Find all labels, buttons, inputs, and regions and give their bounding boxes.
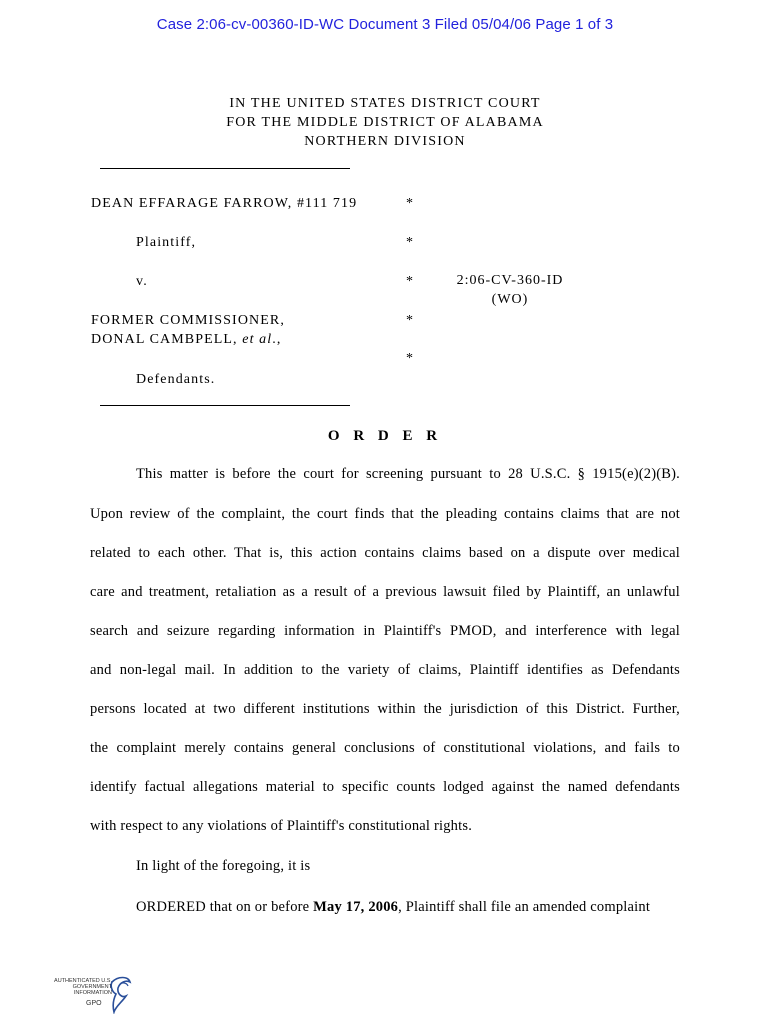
logo-gpo: GPO — [86, 1000, 102, 1007]
body-line: This matter is before the court for screening pursuant to 28 U.S.C. § 1915(e)(2)(B). — [136, 466, 680, 482]
defendant-line2 — [91, 332, 281, 348]
versus: v. — [136, 274, 148, 289]
case-number: 2:06-CV-360-ID — [456, 273, 564, 288]
order-title: O R D E R — [327, 428, 443, 444]
gpo-authentication-logo — [42, 972, 132, 1016]
plaintiff-role: Plaintiff, — [136, 235, 197, 250]
body-line: search and seizure regarding information in Plaintiff's PMOD, and interference with legal — [90, 623, 680, 639]
logo-text: AUTHENTICATED U.S. GOVERNMENT INFORMATION — [54, 978, 112, 996]
body-line: with respect to any violations of Plaintiff's constitutional rights. — [90, 818, 473, 834]
foregoing-line: In light of the foregoing, it is — [136, 858, 311, 874]
defendant-suffix: ., — [272, 332, 282, 347]
body-line: and non-legal mail. In addition to the variety of claims, Plaintiff identifies as Defendants — [90, 662, 680, 678]
caption-star: * — [406, 313, 413, 328]
caption-rule-top — [100, 168, 350, 169]
caption-star: * — [406, 351, 413, 366]
plaintiff-name: DEAN EFFARAGE FARROW, #111 719 — [91, 196, 358, 211]
body-line: identify factual allegations material to specific counts lodged against the named defendants — [90, 779, 680, 795]
defendant-line1: FORMER COMMISSIONER, — [91, 313, 285, 328]
court-division: NORTHERN DIVISION — [304, 134, 466, 149]
caption-star: * — [406, 235, 413, 250]
body-line: related to each other. That is, this action contains claims based on a dispute over medical — [90, 545, 680, 561]
caption-star: * — [406, 196, 413, 211]
body-line: the complaint merely contains general conclusions of constitutional violations, and fails to — [90, 740, 680, 756]
body-line: persons located at two different institutions within the jurisdiction of this District. Further, — [90, 701, 680, 717]
case-suffix: (WO) — [491, 292, 529, 307]
eagle-icon — [108, 974, 134, 1014]
court-name-line2: FOR THE MIDDLE DISTRICT OF ALABAMA — [226, 115, 544, 130]
body-line: Upon review of the complaint, the court finds that the pleading contains claims that are not — [90, 506, 680, 522]
filing-stamp: Case 2:06-cv-00360-ID-WC Document 3 Filed 05/04/06 Page 1 of 3 — [156, 16, 614, 33]
ordered-suffix: , Plaintiff shall file an amended complaint — [398, 899, 651, 915]
court-name-line1: IN THE UNITED STATES DISTRICT COURT — [229, 96, 541, 111]
body-line: care and treatment, retaliation as a result of a previous lawsuit filed by Plaintiff, an unlawful — [90, 584, 680, 600]
caption-star: * — [406, 274, 413, 289]
ordered-line — [136, 899, 680, 916]
defendant-name: DONAL CAMBPELL, — [91, 332, 243, 347]
caption-rule-bottom — [100, 405, 350, 406]
et-al: et al — [242, 332, 273, 347]
ordered-prefix: ORDERED that on or before — [136, 899, 314, 915]
defendant-role: Defendants. — [136, 372, 216, 387]
deadline-date: May 17, 2006 — [313, 899, 399, 915]
